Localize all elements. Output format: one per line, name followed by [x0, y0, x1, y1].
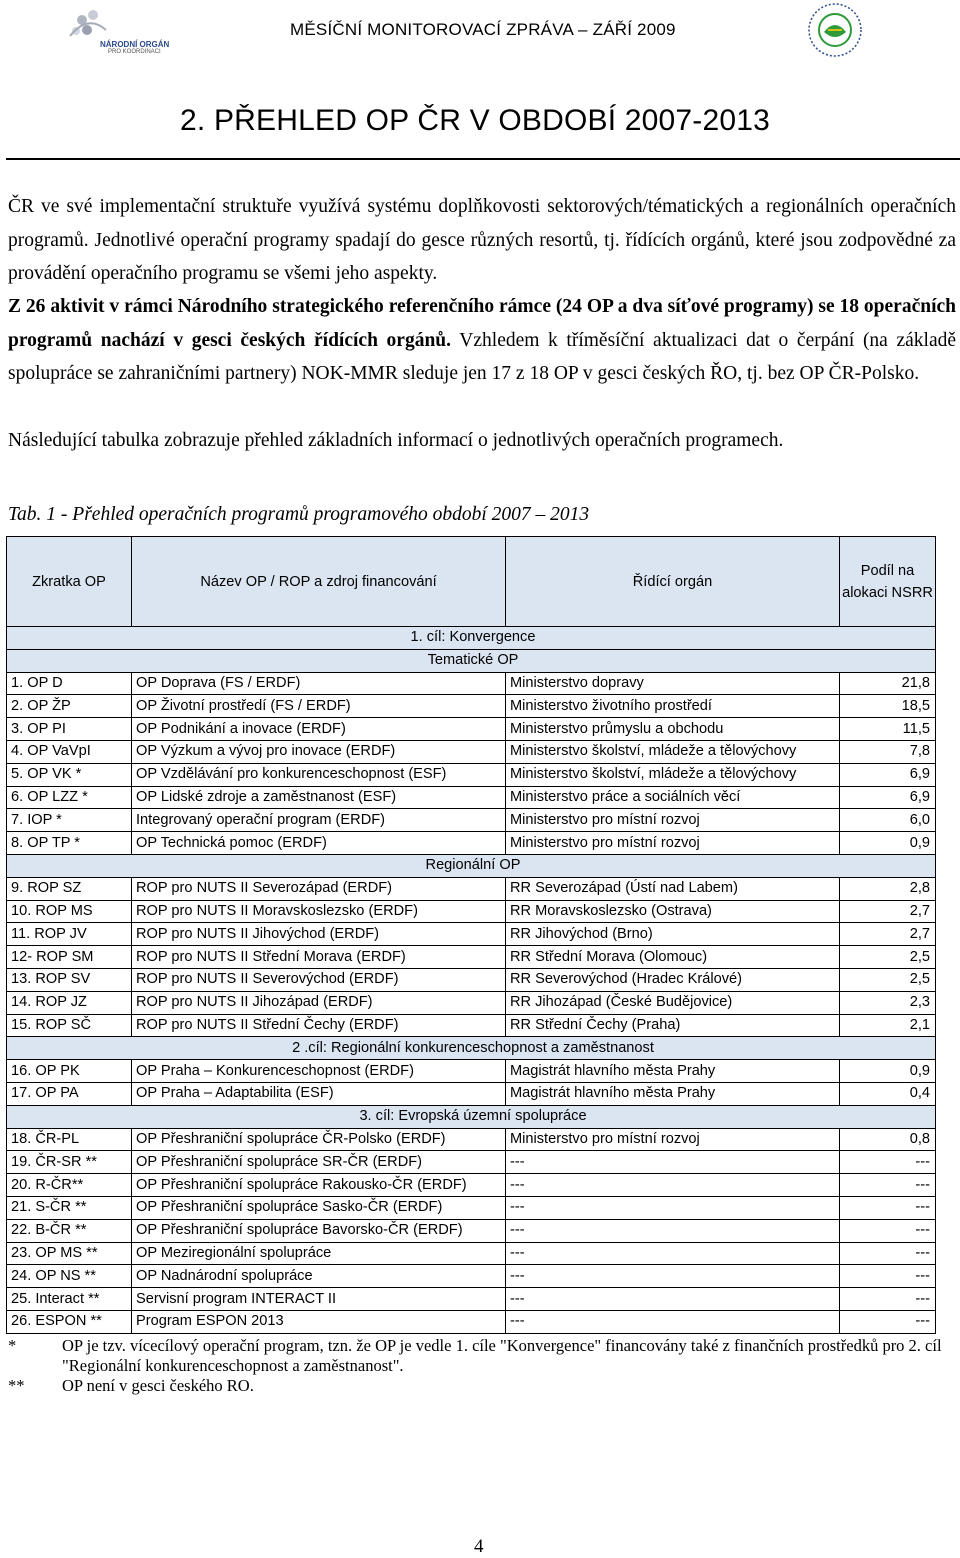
cell-abbreviation: 5. OP VK *	[7, 763, 132, 786]
cell-abbreviation: 1. OP D	[7, 672, 132, 695]
cell-abbreviation: 13. ROP SV	[7, 968, 132, 991]
table-row	[7, 809, 936, 832]
cell-program-name: ROP pro NUTS II Jihovýchod (ERDF)	[132, 923, 506, 946]
table-section-row	[7, 649, 936, 672]
paragraph-intro: ČR ve své implementační struktuře využívá systému doplňkovosti sektorových/tématických a regionálních operačních programů. Jednotlivé operační programy spadají do gesce různých resortů, tj. řídících orgánů, které jsou zodpovědné za provádění operačního programu se všemi jeho aspekty.	[8, 196, 956, 284]
cell-program-name: OP Praha – Adaptabilita (ESF)	[132, 1082, 506, 1105]
paragraph-nsrr	[8, 290, 956, 391]
table-row	[7, 1082, 936, 1105]
cell-allocation-share: 2,1	[840, 1014, 936, 1037]
cell-abbreviation: 24. OP NS **	[7, 1265, 132, 1288]
table-row	[7, 1128, 936, 1151]
section-label: Regionální OP	[7, 854, 936, 877]
cell-managing-authority: ---	[506, 1265, 840, 1288]
cell-managing-authority: Magistrát hlavního města Prahy	[506, 1082, 840, 1105]
table-row	[7, 968, 936, 991]
table-row	[7, 832, 936, 855]
cell-allocation-share: 6,0	[840, 809, 936, 832]
cell-managing-authority: RR Střední Čechy (Praha)	[506, 1014, 840, 1037]
table-row	[7, 1242, 936, 1265]
cell-managing-authority: Ministerstvo školství, mládeže a tělovýchovy	[506, 740, 840, 763]
cell-allocation-share: 7,8	[840, 740, 936, 763]
cell-allocation-share: 6,9	[840, 763, 936, 786]
footnote-mark: **	[8, 1376, 25, 1395]
cell-program-name: ROP pro NUTS II Severozápad (ERDF)	[132, 877, 506, 900]
table-row	[7, 1196, 936, 1219]
table-row	[7, 923, 936, 946]
paragraph-nsrr-rest: Vzhledem k tříměsíční aktualizaci dat o čerpání (na základě spolupráce se zahraničními partnery) NOK-MMR sleduje jen 17 z 18 OP v gesci českých ŘO, tj. bez OP ČR-Polsko.	[8, 329, 957, 384]
table-row	[7, 1310, 936, 1333]
cell-abbreviation: 20. R-ČR**	[7, 1174, 132, 1197]
cell-allocation-share: ---	[840, 1288, 936, 1311]
cell-abbreviation: 11. ROP JV	[7, 923, 132, 946]
cell-allocation-share: 2,5	[840, 968, 936, 991]
cell-abbreviation: 4. OP VaVpI	[7, 740, 132, 763]
cell-allocation-share: 2,5	[840, 946, 936, 969]
cell-managing-authority: ---	[506, 1151, 840, 1174]
cell-managing-authority: Ministerstvo životního prostředí	[506, 695, 840, 718]
paragraph-table-intro: Následující tabulka zobrazuje přehled základních informací o jednotlivých operačních programech.	[8, 430, 784, 451]
mmr-logo	[790, 2, 880, 58]
table-header-row	[7, 537, 936, 627]
table-row	[7, 900, 936, 923]
cell-abbreviation: 10. ROP MS	[7, 900, 132, 923]
cell-allocation-share: ---	[840, 1310, 936, 1333]
cell-program-name: Program ESPON 2013	[132, 1310, 506, 1333]
cell-allocation-share: 2,7	[840, 900, 936, 923]
cell-abbreviation: 2. OP ŽP	[7, 695, 132, 718]
table-body	[7, 627, 936, 1334]
cell-abbreviation: 23. OP MS **	[7, 1242, 132, 1265]
footnote-multiobjective	[8, 1336, 960, 1376]
heading-rule	[6, 158, 960, 160]
section-label: Tematické OP	[7, 649, 936, 672]
cell-program-name: OP Podnikání a inovace (ERDF)	[132, 718, 506, 741]
page-number: 4	[474, 1536, 484, 1557]
footnote-mark: *	[8, 1336, 17, 1355]
section-label: 1. cíl: Konvergence	[7, 627, 936, 650]
cell-allocation-share: 11,5	[840, 718, 936, 741]
table-caption: Tab. 1 - Přehled operačních programů programového období 2007 – 2013	[8, 504, 590, 525]
header-abbreviation: Zkratka OP	[7, 537, 132, 627]
footnotes	[8, 1336, 960, 1396]
cell-managing-authority: RR Severozápad (Ústí nad Labem)	[506, 877, 840, 900]
cell-program-name: OP Technická pomoc (ERDF)	[132, 832, 506, 855]
op-overview-table	[6, 536, 936, 1334]
cell-managing-authority: ---	[506, 1288, 840, 1311]
table-section-row	[7, 627, 936, 650]
cell-managing-authority: RR Moravskoslezsko (Ostrava)	[506, 900, 840, 923]
cell-managing-authority: ---	[506, 1174, 840, 1197]
logo-left-line2: PRO KOORDINACI	[108, 49, 161, 55]
cell-managing-authority: Ministerstvo pro místní rozvoj	[506, 832, 840, 855]
cell-abbreviation: 26. ESPON **	[7, 1310, 132, 1333]
cell-allocation-share: ---	[840, 1174, 936, 1197]
cell-allocation-share: 0,8	[840, 1128, 936, 1151]
cell-abbreviation: 6. OP LZZ *	[7, 786, 132, 809]
table-row	[7, 763, 936, 786]
cell-allocation-share: 2,7	[840, 923, 936, 946]
cell-allocation-share: 6,9	[840, 786, 936, 809]
cell-abbreviation: 21. S-ČR **	[7, 1196, 132, 1219]
table-row	[7, 1265, 936, 1288]
cell-abbreviation: 12- ROP SM	[7, 946, 132, 969]
table-row	[7, 695, 936, 718]
cell-managing-authority: ---	[506, 1242, 840, 1265]
section-label: 2 .cíl: Regionální konkurenceschopnost a zaměstnanost	[7, 1037, 936, 1060]
header-name: Název OP / ROP a zdroj financování	[132, 537, 506, 627]
cell-managing-authority: Ministerstvo školství, mládeže a tělovýchovy	[506, 763, 840, 786]
cell-abbreviation: 22. B-ČR **	[7, 1219, 132, 1242]
cell-managing-authority: Ministerstvo dopravy	[506, 672, 840, 695]
section-label: 3. cíl: Evropská územní spolupráce	[7, 1105, 936, 1128]
cell-abbreviation: 16. OP PK	[7, 1060, 132, 1083]
cell-abbreviation: 7. IOP *	[7, 809, 132, 832]
report-title: MĚSÍČNÍ MONITOROVACÍ ZPRÁVA – ZÁŘÍ 2009	[290, 20, 676, 39]
cell-program-name: OP Přeshraniční spolupráce ČR-Polsko (ERDF)	[132, 1128, 506, 1151]
header-allocation-share: Podíl na alokaci NSRR	[840, 537, 936, 627]
footnote-not-czech	[8, 1376, 960, 1396]
cell-managing-authority: RR Jihovýchod (Brno)	[506, 923, 840, 946]
cell-allocation-share: ---	[840, 1151, 936, 1174]
cell-allocation-share: ---	[840, 1219, 936, 1242]
cell-managing-authority: Ministerstvo pro místní rozvoj	[506, 809, 840, 832]
cell-allocation-share: 2,3	[840, 991, 936, 1014]
table-row	[7, 877, 936, 900]
cell-allocation-share: ---	[840, 1242, 936, 1265]
cell-program-name: OP Přeshraniční spolupráce Rakousko-ČR (ERDF)	[132, 1174, 506, 1197]
table-section-row	[7, 1105, 936, 1128]
cell-program-name: ROP pro NUTS II Střední Čechy (ERDF)	[132, 1014, 506, 1037]
cell-managing-authority: Ministerstvo práce a sociálních věcí	[506, 786, 840, 809]
cell-managing-authority: RR Střední Morava (Olomouc)	[506, 946, 840, 969]
cell-program-name: OP Meziregionální spolupráce	[132, 1242, 506, 1265]
cell-allocation-share: 0,9	[840, 1060, 936, 1083]
cell-program-name: Servisní program INTERACT II	[132, 1288, 506, 1311]
page-header	[0, 0, 960, 60]
table-row	[7, 1151, 936, 1174]
table-row	[7, 786, 936, 809]
cell-managing-authority: ---	[506, 1310, 840, 1333]
table-section-row	[7, 1037, 936, 1060]
cell-allocation-share: ---	[840, 1196, 936, 1219]
cell-abbreviation: 3. OP PI	[7, 718, 132, 741]
cell-managing-authority: ---	[506, 1196, 840, 1219]
table-row	[7, 718, 936, 741]
table-section-row	[7, 854, 936, 877]
cell-program-name: ROP pro NUTS II Střední Morava (ERDF)	[132, 946, 506, 969]
cell-allocation-share: 18,5	[840, 695, 936, 718]
footnote-text: OP je tzv. vícecílový operační program, tzn. že OP je vedle 1. cíle "Konvergence" financovány také z finančních prostředků pro 2. cíl "Regionální konkurenceschopnost a zaměstnanost".	[62, 1336, 942, 1375]
cell-allocation-share: 21,8	[840, 672, 936, 695]
cell-program-name: OP Vzdělávání pro konkurenceschopnost (ESF)	[132, 763, 506, 786]
cell-abbreviation: 18. ČR-PL	[7, 1128, 132, 1151]
cell-program-name: OP Přeshraniční spolupráce Sasko-ČR (ERDF)	[132, 1196, 506, 1219]
cell-program-name: OP Výzkum a vývoj pro inovace (ERDF)	[132, 740, 506, 763]
cell-managing-authority: RR Severovýchod (Hradec Králové)	[506, 968, 840, 991]
table-row	[7, 740, 936, 763]
table-row	[7, 1060, 936, 1083]
cell-program-name: OP Praha – Konkurenceschopnost (ERDF)	[132, 1060, 506, 1083]
cell-managing-authority: Ministerstvo pro místní rozvoj	[506, 1128, 840, 1151]
cell-program-name: Integrovaný operační program (ERDF)	[132, 809, 506, 832]
cell-abbreviation: 9. ROP SZ	[7, 877, 132, 900]
cell-allocation-share: ---	[840, 1265, 936, 1288]
header-managing-authority: Řídící orgán	[506, 537, 840, 627]
footnote-text: OP není v gesci českého RO.	[62, 1376, 254, 1395]
page-heading: 2. PŘEHLED OP ČR V OBDOBÍ 2007-2013	[180, 104, 771, 137]
cell-managing-authority: ---	[506, 1219, 840, 1242]
cell-abbreviation: 19. ČR-SR **	[7, 1151, 132, 1174]
cell-abbreviation: 17. OP PA	[7, 1082, 132, 1105]
cell-allocation-share: 0,9	[840, 832, 936, 855]
paragraph-nsrr-bold: Z 26 aktivit v rámci Národního strategického referenčního rámce (24 OP a dva síťové programy) se 18 operačních programů nachází v gesci českých řídících orgánů.	[8, 296, 956, 351]
table-row	[7, 1014, 936, 1037]
cell-program-name: ROP pro NUTS II Severovýchod (ERDF)	[132, 968, 506, 991]
table-row	[7, 672, 936, 695]
cell-allocation-share: 2,8	[840, 877, 936, 900]
cell-program-name: OP Doprava (FS / ERDF)	[132, 672, 506, 695]
table-row	[7, 1288, 936, 1311]
table-row	[7, 991, 936, 1014]
cell-program-name: ROP pro NUTS II Moravskoslezsko (ERDF)	[132, 900, 506, 923]
cell-abbreviation: 14. ROP JZ	[7, 991, 132, 1014]
cell-program-name: OP Lidské zdroje a zaměstnanost (ESF)	[132, 786, 506, 809]
cell-managing-authority: Magistrát hlavního města Prahy	[506, 1060, 840, 1083]
cell-program-name: OP Přeshraniční spolupráce Bavorsko-ČR (ERDF)	[132, 1219, 506, 1242]
cell-abbreviation: 8. OP TP *	[7, 832, 132, 855]
table-row	[7, 946, 936, 969]
nok-logo	[60, 6, 180, 56]
cell-abbreviation: 15. ROP SČ	[7, 1014, 132, 1037]
cell-managing-authority: RR Jihozápad (České Budějovice)	[506, 991, 840, 1014]
cell-program-name: ROP pro NUTS II Jihozápad (ERDF)	[132, 991, 506, 1014]
table-row	[7, 1219, 936, 1242]
logo-left-line1: NÁRODNÍ ORGÁN	[100, 40, 170, 49]
cell-allocation-share: 0,4	[840, 1082, 936, 1105]
cell-program-name: OP Životní prostředí (FS / ERDF)	[132, 695, 506, 718]
cell-abbreviation: 25. Interact **	[7, 1288, 132, 1311]
cell-managing-authority: Ministerstvo průmyslu a obchodu	[506, 718, 840, 741]
table-row	[7, 1174, 936, 1197]
cell-program-name: OP Přeshraniční spolupráce SR-ČR (ERDF)	[132, 1151, 506, 1174]
cell-program-name: OP Nadnárodní spolupráce	[132, 1265, 506, 1288]
